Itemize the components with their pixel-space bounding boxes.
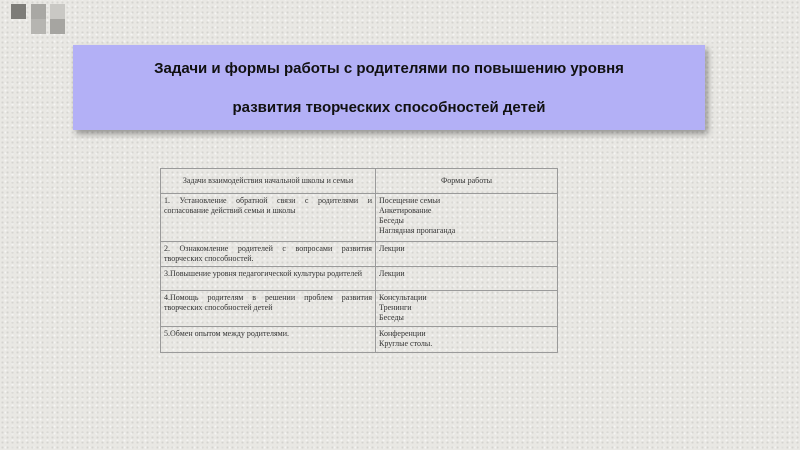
tasks-forms-table	[160, 168, 558, 353]
decorative-squares	[0, 0, 70, 35]
decor-square	[31, 4, 46, 19]
form-item: Лекции	[379, 244, 405, 253]
decor-square	[50, 19, 65, 34]
table-row	[161, 194, 558, 242]
header-forms: Формы работы	[376, 169, 558, 194]
forms-cell	[376, 291, 558, 327]
table-row	[161, 242, 558, 267]
slide-title-line-2: развития творческих способностей детей	[232, 98, 546, 116]
decor-square	[50, 4, 65, 19]
form-item: Наглядная пропаганда	[379, 226, 456, 235]
forms-cell	[376, 242, 558, 267]
table-header-row	[161, 169, 558, 194]
table-row	[161, 327, 558, 353]
task-cell: 3.Повышение уровня педагогической культуры родителей	[161, 267, 376, 291]
task-cell: 4.Помощь родителям в решении проблем развития творческих способностей детей	[161, 291, 376, 327]
form-item: Лекции	[379, 269, 405, 278]
form-item: Анкетирование	[379, 206, 432, 215]
forms-cell	[376, 327, 558, 353]
header-tasks: Задачи взаимодействия начальной школы и семьи	[161, 169, 376, 194]
task-cell: 2. Ознакомление родителей с вопросами развития творческих способностей.	[161, 242, 376, 267]
task-cell: 1. Установление обратной связи с родителями и согласование действий семьи и школы	[161, 194, 376, 242]
slide-title-line-1: Задачи и формы работы с родителями по повышению уровня	[154, 59, 624, 77]
form-item: Беседы	[379, 216, 404, 225]
form-item: Конференции	[379, 329, 426, 338]
form-item: Тренинги	[379, 303, 412, 312]
table-row	[161, 291, 558, 327]
form-item: Круглые столы.	[379, 339, 433, 348]
form-item: Консультации	[379, 293, 427, 302]
forms-cell	[376, 194, 558, 242]
form-item: Беседы	[379, 313, 404, 322]
slide-title-box	[73, 45, 705, 130]
form-item: Посещение семьи	[379, 196, 441, 205]
decor-square	[31, 19, 46, 34]
table-row	[161, 267, 558, 291]
forms-cell	[376, 267, 558, 291]
decor-square	[11, 4, 26, 19]
tasks-forms-table-wrapper	[160, 168, 557, 353]
task-cell: 5.Обмен опытом между родителями.	[161, 327, 376, 353]
